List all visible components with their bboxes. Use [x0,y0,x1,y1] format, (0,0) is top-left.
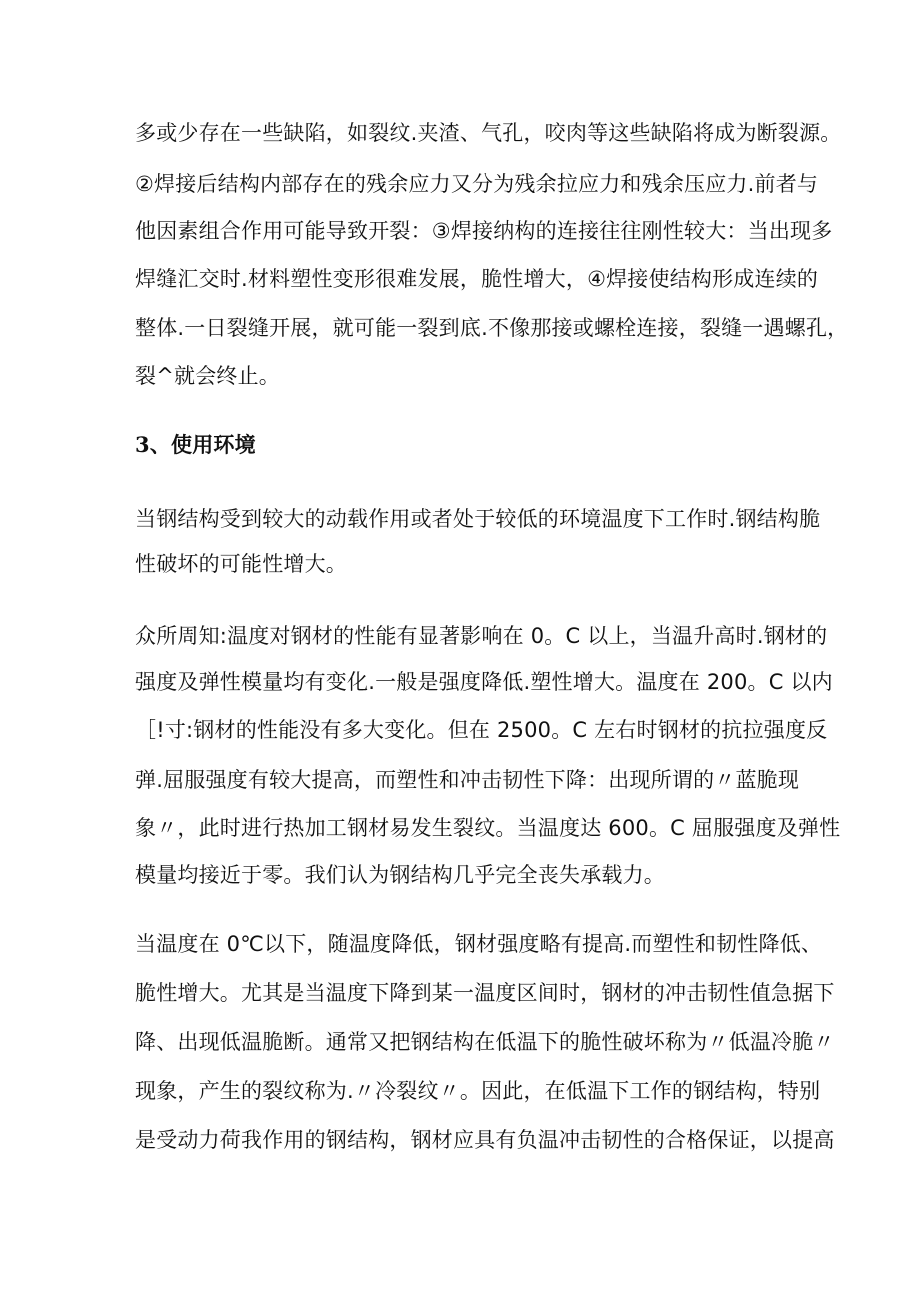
paragraph-3-line-3: ［!寸:钢材的性能没有多大变化。但在 2500。C 左右时钢材的抗拉强度反 [135,718,828,742]
paragraph-1-line-1: 多或少存在一些缺陷，如裂纹.夹渣、气孔，咬肉等这些缺陷将成为断裂源。 [135,121,842,145]
paragraph-3-line-4: 弹.屈服强度有较大提高，而塑性和冲击韧性下降：出现所谓的〃蓝脆现 [135,768,800,792]
paragraph-1-line-5: 整体.一日裂缝开展，就可能一裂到底.不像那接或螺栓连接，裂缝一遇螺孔， [135,316,849,340]
paragraph-1-line-6: 裂^就会终止。 [135,364,280,388]
paragraph-3-line-2: 强度及弹性模量均有变化.一般是强度降低.塑性增大。温度在 200。C 以内 [135,670,833,694]
paragraph-1-line-3: 他因素组合作用可能导致开裂：③焊接纳构的连接往往刚性较大：当出现多 [135,219,833,243]
paragraph-1-line-2: ②焊接后结构内部存在的残余应力又分为残余拉应力和残余压应力.前者与 [135,172,819,196]
paragraph-4-line-5: 是受动力荷我作用的钢结构，钢材应具有负温冲击韧性的合格保证，以提高 [135,1128,835,1152]
paragraph-3-line-6: 模量均接近于零。我们认为钢结构几乎完全丧失承载力。 [135,863,665,887]
paragraph-1-line-4: 焊缝汇交时.材料塑性变形很难发展，脆性增大，④焊接使结构形成连续的 [135,267,819,291]
paragraph-3-line-5: 象〃，此时进行热加工钢材易发生裂纹。当温度达 600。C 屈服强度及弹性 [135,816,841,840]
paragraph-2-line-2: 性破坏的可能性增大。 [135,552,347,576]
paragraph-4-line-1: 当温度在 0℃以下，随温度降低，钢材强度略有提高.而塑性和韧性降低、 [135,932,823,956]
paragraph-2-line-1: 当钢结构受到较大的动载作用或者处于较低的环境温度下工作时.钢结构脆 [135,507,821,531]
paragraph-4-line-2: 脆性增大。尤其是当温度下降到某一温度区间时，钢材的冲击韧性值急据下 [135,981,835,1005]
paragraph-4-line-3: 降、出现低温脆断。通常又把钢结构在低温下的脆性破坏称为〃低温冷脆〃 [135,1030,835,1054]
section-heading: 3、使用环境 [135,432,256,457]
paragraph-3-line-1: 众所周知:温度对钢材的性能有显著影响在 0。C 以上，当温升高时.钢材的 [135,624,828,648]
paragraph-4-line-4: 现象，产生的裂纹称为.〃冷裂纹〃。因此，在低温下工作的钢结构，特别 [135,1079,821,1103]
